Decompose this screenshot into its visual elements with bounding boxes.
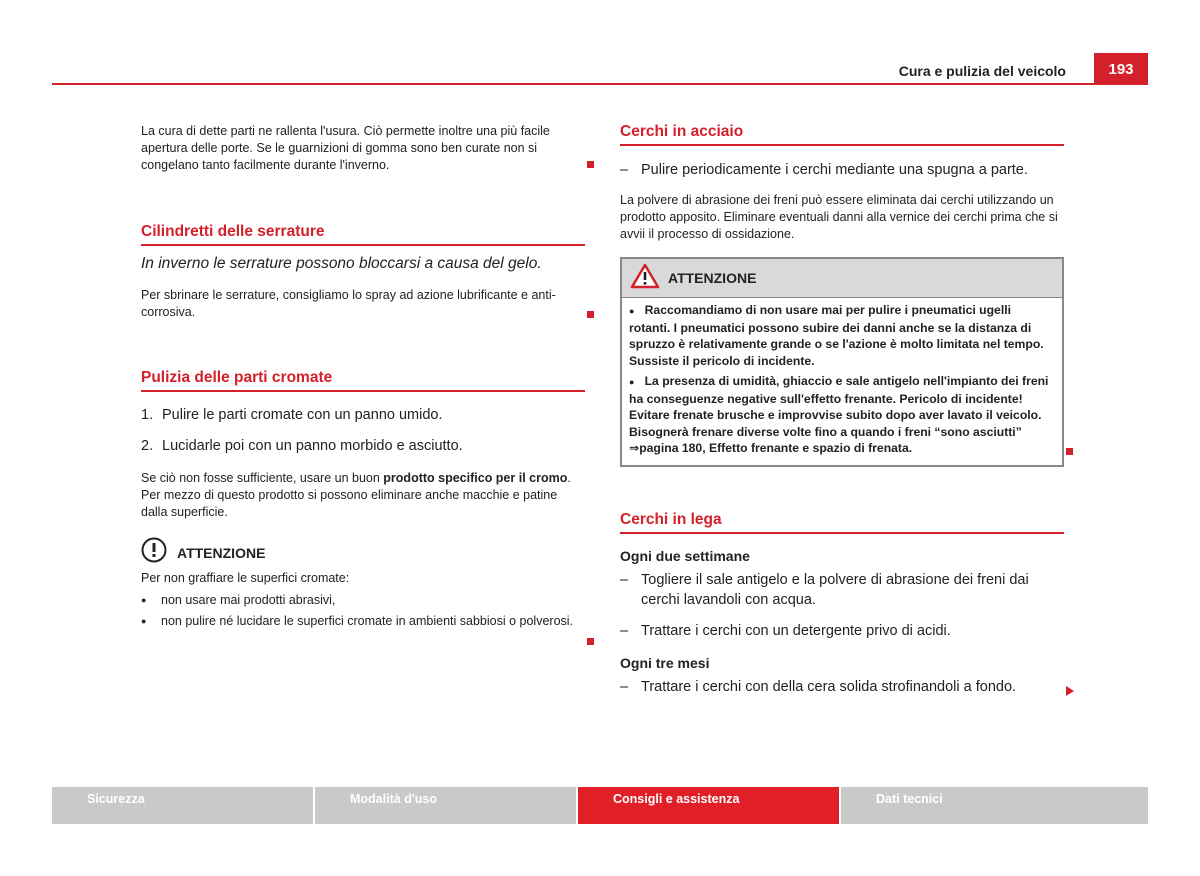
end-mark [587,161,594,168]
steel-text: La polvere di abrasione dei freni può essere eliminata dai cerchi utilizzando un prodotto apposito. Eliminare eventuali danni alla vernice dei cerchi prima che si avvii il processo di ossidazione. [620,193,1058,241]
alloy-sub-biweekly: Ogni due settimane [620,547,750,564]
locks-lead: In inverno le serrature possono bloccarsi a causa del gelo. [141,255,542,272]
alloy-sub-quarterly: Ogni tre mesi [620,654,710,671]
end-mark [587,311,594,318]
steel-step: – Pulire periodicamente i cerchi mediante una spugna a parte. [620,162,1028,178]
section-title: Cura e pulizia del veicolo [898,63,1066,79]
chrome-step: 2. Lucidarle poi con un panno morbido e asciutto. [141,438,463,454]
end-mark [587,638,594,645]
left-column [141,123,585,630]
caution-title: ATTENZIONE [177,544,266,561]
continue-arrow-icon [1066,686,1074,696]
right-column [620,123,1064,697]
warning-box [620,257,1064,467]
chrome-text: Se ciò non fosse sufficiente, usare un buon prodotto specifico per il cromo. Per mezzo di questo prodotto si possono eliminare anche macchie e patine dalla superficie. [141,471,571,519]
caution-item: ● non pulire né lucidare le superfici cromate in ambienti sabbiosi o polverosi. [141,614,574,628]
alloy-heading: Cerchi in lega [620,511,1064,534]
warning-item: ● La presenza di umidità, ghiaccio e sale antigelo nell'impianto dei freni ha conseguenze negative sull'effetto frenante. Pericolo di incidente! Evitare frenate brusche e improvvise subito dopo aver lavato il veicolo. Bisognerà frenare diverse volte fino a quando i freni “sono asciutti” ⇒pagina 180, Effetto frenante e spazio di frenata. [629,374,1049,455]
header-rule [52,83,1148,85]
chrome-heading: Pulizia delle parti cromate [141,369,585,392]
steel-heading: Cerchi in acciaio [620,123,1064,146]
locks-heading: Cilindretti delle serrature [141,223,585,246]
caution-item: ● non usare mai prodotti abrasivi, [141,593,336,607]
caution-intro: Per non graffiare le superfici cromate: [141,571,350,585]
tab-dati-tecnici[interactable]: Dati tecnici [841,787,1148,824]
caution-header [141,537,585,568]
alloy-step: – Trattare i cerchi con della cera solida strofinandoli a fondo. [620,678,1017,695]
alloy-step: – Togliere il sale antigelo e la polvere di abrasione dei freni dai cerchi lavandoli con acqua. [620,571,1029,608]
caution-icon [141,537,167,568]
end-mark [1066,448,1073,455]
alloy-step: – Trattare i cerchi con un detergente privo di acidi. [620,622,951,639]
warning-body [622,298,1062,465]
page-number: 193 [1094,53,1148,85]
locks-text: Per sbrinare le serrature, consigliamo lo spray ad azione lubrificante e anti-corrosiva. [141,288,556,319]
warning-title: ATTENZIONE [668,270,757,286]
chrome-step: 1. Pulire le parti cromate con un panno umido. [141,407,443,423]
intro-paragraph: La cura di dette parti ne rallenta l'usura. Ciò permette inoltre una più facile apertura delle porte. Se le guarnizioni di gomma sono ben curate non si congelano tanto facilmente durante l'inverno. [141,124,550,172]
tab-consigli-assistenza[interactable]: Consigli e assistenza [578,787,839,824]
tab-sicurezza[interactable]: Sicurezza [52,787,313,824]
tab-modalita-uso[interactable]: Modalità d'uso [315,787,576,824]
warning-header [622,259,1062,298]
warning-item: ● Raccomandiamo di non usare mai per pulire i pneumatici ugelli rotanti. I pneumatici possono subire dei danni anche se la distanza di spruzzo è relativamente grande o se l'azione è molto limitata nel tempo. Sussiste il pericolo di incidente. [629,303,1044,368]
warning-triangle-icon [630,263,660,294]
